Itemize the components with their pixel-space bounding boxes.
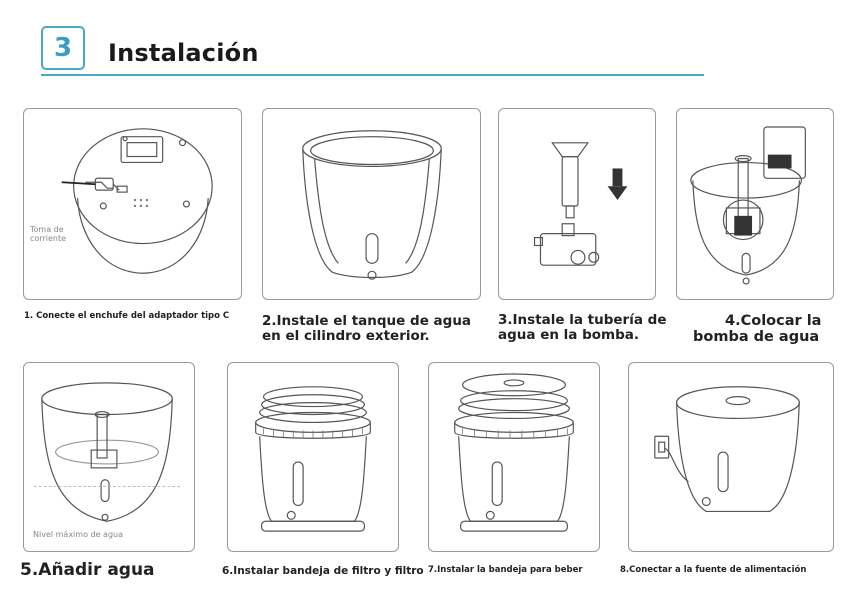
step-6-illustration: [227, 362, 399, 552]
step-2-caption-line1: 2.Instale el tanque de agua: [262, 313, 472, 329]
step-6-caption: 6.Instalar bandeja de filtro y filtro: [222, 565, 424, 577]
drinking-tray-installed: [429, 363, 599, 551]
fountain-base-bottom-view: [24, 109, 241, 299]
step-number-badge: 3: [41, 26, 85, 70]
step-4-caption-line1: 4.Colocar la: [725, 313, 822, 329]
step-7-illustration: [428, 362, 600, 552]
step-2-illustration: [262, 108, 481, 300]
step-8-illustration: [628, 362, 834, 552]
step-3-caption-line1: 3.Instale la tubería de: [498, 312, 667, 328]
step-5-caption: 5.Añadir agua: [20, 560, 155, 580]
step-4-illustration: [676, 108, 834, 300]
step-1-illustration: [23, 108, 242, 300]
connected-to-power: [629, 363, 833, 551]
step-7-caption: 7.Instalar la bandeja para beber: [428, 565, 583, 575]
step-2-caption-line2: en el cilindro exterior.: [262, 328, 430, 344]
step-3-illustration: [498, 108, 656, 300]
max-water-level-label: Nivel máximo de agua: [33, 530, 124, 539]
step-1-caption: 1. Conecte el enchufe del adaptador tipo C: [24, 311, 230, 321]
filter-tray-and-filter: [228, 363, 398, 551]
page-title: Instalación: [108, 39, 259, 67]
max-water-level: [24, 363, 194, 551]
step-3-caption-line2: agua en la bomba.: [498, 327, 640, 343]
step-4-caption-line2: bomba de agua: [693, 329, 820, 345]
pump-and-tube: [499, 109, 655, 299]
water-tank-in-cylinder: [263, 109, 480, 299]
power-socket-label: Toma de corriente: [30, 225, 67, 243]
step-5-illustration: [23, 362, 195, 552]
step-8-caption: 8.Conectar a la fuente de alimentación: [620, 565, 807, 575]
title-underline: [41, 74, 704, 76]
pump-placed-in-tank: [677, 109, 833, 299]
